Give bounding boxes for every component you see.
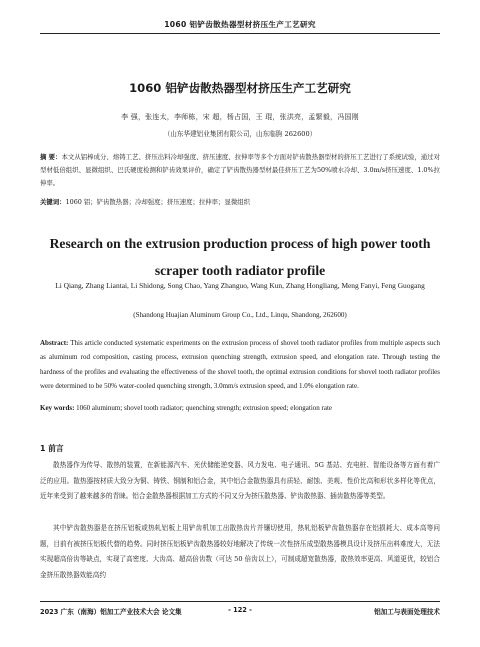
chinese-affiliation: （山东华建铝业集团有限公司，山东临朐 262600）: [163, 130, 317, 138]
chinese-keywords-label: 关键词：: [40, 198, 66, 206]
english-keywords: [40, 404, 440, 412]
english-affiliation: (Shandong Huajian Aluminum Group Co., Ltd., Linqu, Shandong, 262600): [133, 311, 347, 319]
header-rule: [40, 33, 440, 34]
running-header: 1060 铝铲齿散热器型材挤压生产工艺研究: [164, 20, 316, 29]
english-authors: Li Qiang, Zhang Liantai, Li Shidong, Song Chao, Yang Zhanguo, Wang Kun, Zhang Hongliang, Meng Fanyi, Feng Guogang: [55, 281, 425, 290]
chinese-abstract-text: 本文从铝棒成分、熔铸工艺、挤压出料冷却强度、挤压速度、拉伸率等多个方面对铲齿散热器型材的挤压工艺进行了系统试验，通过对型材低倍组织、显微组织、巴氏硬度检测和铲齿效果评价，确定了铲齿散热器型材最佳挤压工艺为50%喷水冷却、3.0m/s挤压速度、1.0%拉伸率。: [40, 153, 440, 187]
chinese-abstract-label: 摘 要：: [40, 153, 62, 161]
english-keywords-label: Key words:: [40, 404, 75, 412]
english-title: Research on the extrusion production process of high power tooth scraper tooth radiator profile: [49, 236, 431, 278]
section-heading: 1 前言: [40, 444, 64, 453]
chinese-keywords: [40, 196, 440, 209]
footer-proceedings: 2023 广东（南海）铝加工产业技术大会 论文集: [40, 608, 182, 616]
body-paragraph: 散热器作为传导、散热的装置，在新能源汽车、光伏储能逆变器、风力发电、电子通讯、5G 基站、充电桩、智能设备等方面有着广泛的应用。散热器按材质大致分为铜、铸铁、钢制和铝合金，其中铝合金散热器具有质轻、耐蚀、美观、性价比高和形状多样化等优点，近年来受到了越来越多的青睐。铝合金散热器根据加工方式的不同又分为挤压散热器、铲齿散热器、插齿散热器等类型。: [40, 461, 440, 501]
footer-journal: 铝加工与表面处理技术: [374, 608, 440, 616]
chinese-abstract: [40, 151, 440, 190]
chinese-authors: 李 强，张连太，李师栋，宋 超，杨占国，王 琨，张洪亮，孟繁毅，冯国刚: [121, 113, 359, 121]
chinese-title: 1060 铝铲齿散热器型材挤压生产工艺研究: [129, 81, 351, 95]
english-abstract-label: Abstract:: [40, 339, 69, 347]
english-keywords-text: 1060 aluminum; shovel tooth radiator; quenching strength; extrusion speed; elongation rate: [76, 404, 333, 412]
english-abstract: [40, 336, 440, 394]
body-paragraph: 其中铲齿散热器是在挤压铝板或热轧铝板上用铲齿机加工出散热齿片并镶切使用，热轧铝板铲齿散热器存在铝损耗大、成本高等问题，目前有被挤压铝板代替的趋势。同时挤压铝板铲齿散热器较好地解决了传统一次性挤压成型散热器模具设计及挤压出料难度大，无法实现超高倍齿等缺点，实现了高密度、大齿高、超高倍齿数（可达 50 倍齿以上），可制成超宽散热器，散热效率更高、风道更优，较铝合金挤压散热器效能高约: [40, 524, 440, 579]
chinese-keywords-text: 1060 铝；铲齿散热器；冷却强度；挤压速度；拉伸率；显微组织: [65, 198, 251, 206]
page-number: - 122 -: [228, 606, 252, 614]
footer-rule: [40, 601, 440, 602]
english-abstract-text: This article conducted systematic experiments on the extrusion process of shovel tooth radiator profiles from multiple aspects such as aluminum rod composition, casting process, extrusion quenching strength, extrusion speed, and elongation rate. Through testing the hardness of the profiles and evaluating the effectiveness of the shovel tooth, the optimal extrusion conditions for shovel tooth radiator profiles were determined to be 50% water-cooled quenching strength, 3.0mm/s extrusion speed, and 1.0% elongation rate.: [40, 339, 440, 391]
